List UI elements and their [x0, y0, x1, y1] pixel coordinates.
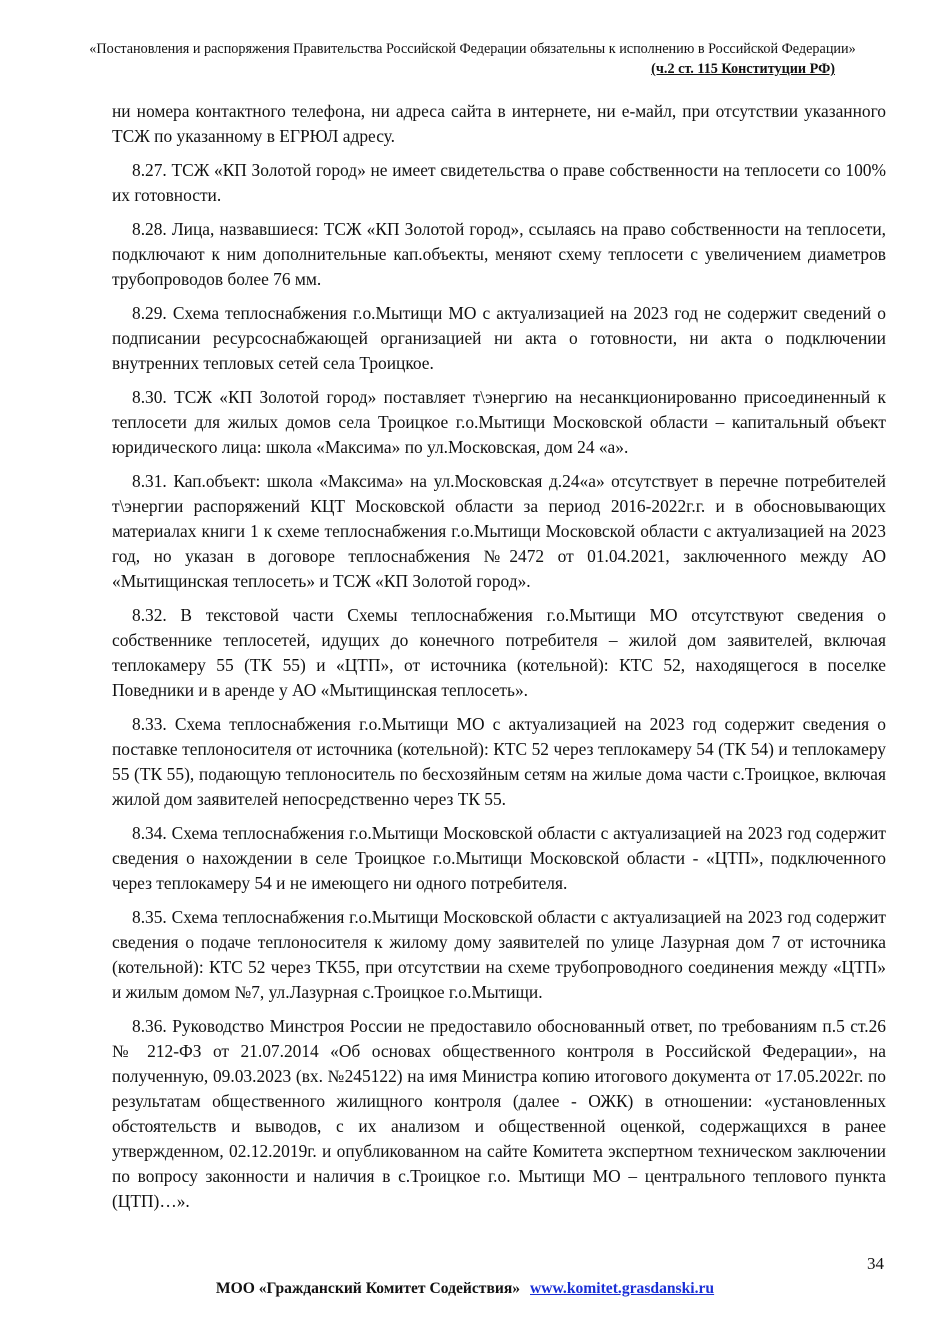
paragraph: 8.32. В текстовой части Схемы теплоснабжения г.о.Мытищи МО отсутствуют сведения о собственнике теплосетей, идущих до конечного потребителя – жилой дом заявителей, включая теплокамеру 55 (ТК 55) и «ЦТП», от источника (котельной): КТС 52, находящегося в поселке Поведники и в аренде у АО «Мытищинская теплосеть».: [112, 605, 886, 700]
paragraph: ни номера контактного телефона, ни адреса сайта в интернете, ни е-майл, при отсутствии указанного ТСЖ по указанному в ЕГРЮЛ адресу.: [112, 101, 886, 146]
footer-website-link[interactable]: www.komitet.grasdanski.ru: [530, 1280, 715, 1297]
header-citation: (ч.2 ст. 115 Конституции РФ): [651, 61, 835, 77]
paragraph: 8.28. Лица, назвавшиеся: ТСЖ «КП Золотой город», ссылаясь на право собственности на теплосети, подключают к ним дополнительные кап.объекты, меняют схему теплосети с увеличением диаметров трубопроводов более 76 мм.: [112, 219, 886, 289]
paragraph: 8.34. Схема теплоснабжения г.о.Мытищи Московской области с актуализацией на 2023 год содержит сведения о нахождении в селе Троицкое г.о.Мытищи Московской области - «ЦТП», подключенного через теплокамеру 54 и не имеющего ни одного потребителя.: [112, 823, 886, 893]
paragraph: 8.27. ТСЖ «КП Золотой город» не имеет свидетельства о праве собственности на теплосети со 100% их готовности.: [112, 160, 886, 205]
page-footer: [0, 1280, 930, 1298]
page-header: [60, 40, 885, 78]
paragraph: 8.33. Схема теплоснабжения г.о.Мытищи МО с актуализацией на 2023 год содержит сведения о поставке теплоносителя от источника (котельной): КТС 52 через теплокамеру 54 (ТК 54) и теплокамеру 55 (ТК 55), подающую теплоноситель по бесхозяйным сетям на жилые дома части с.Троицкое, включая жилой дом заявителей непосредственно через ТК 55.: [112, 714, 886, 809]
paragraph: 8.36. Руководство Минстроя России не предоставило обоснованный ответ, по требованиям п.5 ст.26 № 212-ФЗ от 21.07.2014 «Об основах общественного контроля в Российской Федерации», на полученную, 09.03.2023 (вх. №245122) на имя Министра копию итогового документа от 17.05.2022г. по результатам общественного жилищного контроля (далее - ОЖК) в отношении: «установленных обстоятельств и выводов, с их анализом и общественной оценкой, содержащихся в ранее утвержденном, 02.12.2019г. и опубликованном на сайте Комитета экспертном техническом заключении по вопросу законности и наличия в с.Троицкое г.о. Мытищи МО – центрального теплового пункта (ЦТП)…».: [112, 1016, 886, 1211]
header-quote: «Постановления и распоряжения Правительства Российской Федерации обязательны к исполнению в Российской Федерации»: [89, 41, 856, 57]
paragraph: 8.30. ТСЖ «КП Золотой город» поставляет т\энергию на несанкционированно присоединенный к теплосети для жилых домов села Троицкое г.о.Мытищи Московской области – капитальный объект юридического лица: школа «Максима» по ул.Московская, дом 24 «а».: [112, 387, 886, 457]
paragraph: 8.31. Кап.объект: школа «Максима» на ул.Московская д.24«а» отсутствует в перечне потребителей т\энергии распоряжений КЦТ Московской области за период 2016-2022г.г. и в обосновывающих материалах книги 1 к схеме теплоснабжения г.о.Мытищи Московской области с актуализацией на 2023 год, но указан в договоре теплоснабжения №2472 от 01.04.2021, заключенного между АО «Мытищинская теплосеть» и ТСЖ «КП Золотой город».: [112, 471, 886, 591]
page-number: 34: [867, 1254, 884, 1273]
footer-organization: МОО «Гражданский Комитет Содействия»: [215, 1280, 521, 1297]
document-body: [112, 99, 886, 1223]
paragraph: 8.35. Схема теплоснабжения г.о.Мытищи Московской области с актуализацией на 2023 год содержит сведения о подаче теплоносителя к жилому дому заявителей по улице Лазурная дом 7 от источника (котельной): КТС 52 через ТК55, при отсутствии на схеме трубопроводного соединения между «ЦТП» и жилым домом №7, ул.Лазурная с.Троицкое г.о.Мытищи.: [112, 907, 886, 1002]
paragraph: 8.29. Схема теплоснабжения г.о.Мытищи МО с актуализацией на 2023 год не содержит сведений о подписании ресурсоснабжающей организацией ни акта о готовности, ни акта о подключении внутренних тепловых сетей села Троицкое.: [112, 303, 886, 373]
